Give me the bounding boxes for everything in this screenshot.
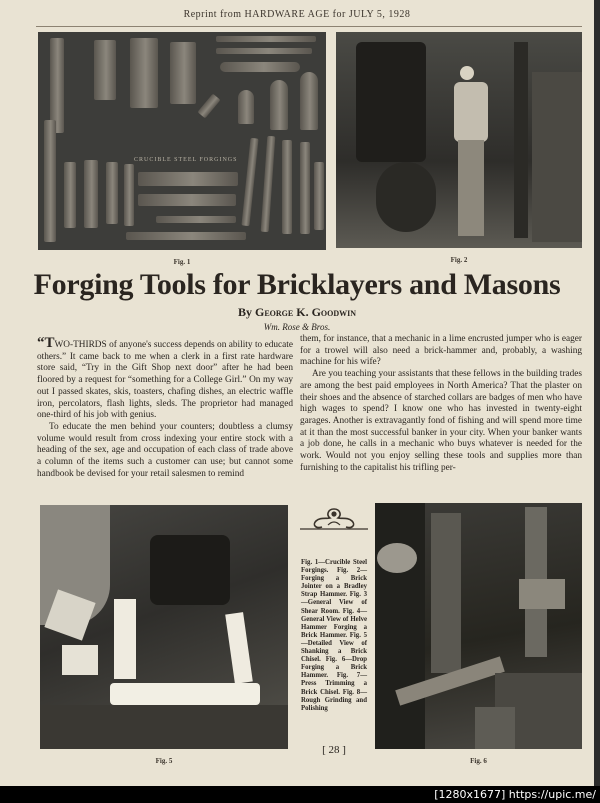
fig6-shadow xyxy=(375,503,425,749)
tool-chisel xyxy=(170,42,196,104)
author-name: George K. Goodwin xyxy=(255,305,357,319)
tool-trowel xyxy=(270,80,288,130)
fig5-chisel-blank xyxy=(114,599,136,679)
tool-hammer-head xyxy=(138,194,236,206)
fig6-ram xyxy=(519,579,565,609)
tool-chisel xyxy=(130,38,158,108)
byline xyxy=(0,305,594,320)
drop-cap: T xyxy=(44,335,55,351)
tool-chisel xyxy=(106,162,118,224)
fig2-photo xyxy=(336,32,582,248)
fig5-chisel-blank xyxy=(62,645,98,675)
fig1-caption: Fig. 1 xyxy=(173,258,191,266)
fig1-inscription: CRUCIBLE STEEL FORGINGS xyxy=(134,157,238,163)
tool-chisel xyxy=(94,40,116,100)
paragraph xyxy=(37,335,293,422)
paragraph: them, for instance, that a mechanic in a lime encrusted jumper who is eager for a trowel will also need a brick-hammer and, probably, a washing machine for his wife? xyxy=(300,334,582,368)
tool-pick xyxy=(282,140,292,234)
fig1-photo xyxy=(38,32,326,250)
fig5-chisel-blank xyxy=(225,612,253,684)
fig5-photo xyxy=(40,505,288,749)
paragraph-text: of anyone's success depends on ability to educate others.” It came back to me when a clerk in a first rate hardware store said, “Try in the Gift Shop next door” after he had been floored by a request for “something for a College Girl.” On my way out I passed skates, skis, toasters, chafing dishes, an electric waffle iron, percolators, flash lights, sleds. The proprietor had managed one-third of his job with genius. xyxy=(37,340,293,421)
paragraph: Are you teaching your assistants that these fellows in the building trades are among the best paid employees in North America? That the plaster on their shoes and the absence of starched collars are badges of men who have high wages to spend? I know one who has invested in twenty-eight garages. Another is extravagantly fond of fishing and will spend more time at it than the most successful banker in your city. When your banker wants a job done, he calls in a mechanic who buys whatever is needed for the work. Would not you enjoy selling these tools and supplies more than furnishing to the capitalist his trifling per- xyxy=(300,369,582,473)
opening-quote: “ xyxy=(37,335,45,351)
watermark-text: [1280x1677] https://upic.me/ xyxy=(434,788,596,801)
tool-bar xyxy=(126,232,246,240)
fig2-worker-legs xyxy=(458,140,484,236)
fig2-worker-body xyxy=(454,82,488,142)
tool-chisel-long xyxy=(44,120,56,242)
page-number: [ 28 ] xyxy=(322,744,346,756)
ornament-icon xyxy=(300,505,368,533)
fig5-caption: Fig. 5 xyxy=(155,757,173,765)
tool-pick xyxy=(261,136,276,232)
author-affiliation: Wm. Rose & Bros. xyxy=(263,322,331,332)
fig5-chisel-blank xyxy=(110,683,260,705)
figure-captions: Fig. 1—Crucible Steel Forgings. Fig. 2—Forging a Brick Jointer on a Bradley Strap Hammer. Fig. 3—General View of Shear Room. Fig. 4—General View of Helve Hammer Forging a Brick Hammer. Fig. 5—Detailed View of Shanking a Brick Chisel. Fig. 6—Drop Forging a Brick Hammer. Fig. 7—Press Trimming a Brick Chisel. Fig. 8—Rough Grinding and Polishing xyxy=(301,559,367,712)
tool-hammer-head xyxy=(138,172,238,186)
fig5-bench xyxy=(40,705,288,749)
fig2-machine xyxy=(356,42,426,162)
byline-by: By xyxy=(237,305,252,319)
fig6-caption: Fig. 6 xyxy=(470,757,487,765)
fig2-caption: Fig. 2 xyxy=(450,256,468,264)
fig6-photo xyxy=(375,503,582,749)
scan-edge xyxy=(594,0,600,786)
article-column-1 xyxy=(37,335,293,480)
tool-trowel xyxy=(300,72,318,130)
fig6-block xyxy=(475,707,515,749)
header-rule xyxy=(36,26,582,27)
tool-chisel xyxy=(314,162,324,230)
tool-bar xyxy=(216,48,312,54)
tool-hammer xyxy=(50,38,64,133)
fig2-post xyxy=(514,42,528,238)
paragraph: To educate the men behind your counters; doubtless a clumsy volume would result from cross indexing your entire stock with a heading of the sex, age and occupation of each class of trade above a column of the items such a customer can use; but cannot some handbook be devised for your retail salesmen to remind xyxy=(37,421,293,479)
tool-pick xyxy=(241,138,258,226)
fig6-press-frame xyxy=(431,513,461,673)
tool-chisel xyxy=(84,160,98,228)
tool-pick xyxy=(300,142,310,234)
article-title: Forging Tools for Bricklayers and Masons xyxy=(33,268,561,301)
fig5-die xyxy=(150,535,230,605)
tool-handle xyxy=(156,216,236,223)
tool-trowel xyxy=(238,90,254,124)
running-head: Reprint from HARDWARE AGE for JULY 5, 1928 xyxy=(183,9,411,20)
fig2-flywheel xyxy=(376,162,436,232)
fig6-worker-cap xyxy=(377,543,417,573)
fig2-worker-head xyxy=(460,66,474,80)
tool-bar xyxy=(216,36,316,42)
tool-chisel xyxy=(124,164,134,226)
tool-chisel xyxy=(64,162,76,228)
article-column-2 xyxy=(300,334,582,474)
fig2-wall xyxy=(532,72,582,242)
tool-jointer xyxy=(220,62,300,72)
tool-trowel xyxy=(197,94,220,119)
lead-words: WO-THIRDS xyxy=(54,340,107,350)
